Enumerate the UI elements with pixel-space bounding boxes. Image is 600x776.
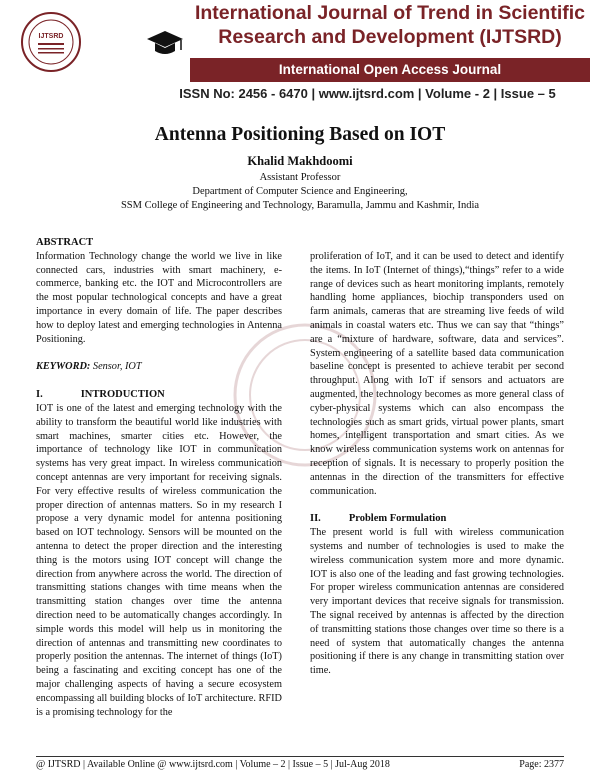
author-name: Khalid Makhdoomi <box>247 154 353 168</box>
right-column <box>310 250 564 678</box>
problem-heading <box>310 512 564 526</box>
journal-name-line-2: Research and Development (IJTSRD) <box>218 26 562 48</box>
logo-text: IJTSRD <box>38 33 64 40</box>
problem-title: Problem Formulation <box>348 513 447 525</box>
issn-line: ISSN No: 2456 - 6470 | www.ijtsrd.com | Volume - 2 | Issue – 5 <box>179 86 556 101</box>
abstract-text: Information Technology change the world we live in like connected cars, industries with smart machinery, e-commerce, banking etc. the IOT and Microcontrollers are the most popular technological concepts and have a great importance in every domain of life. The paper describes how to deploy latest and emerging technologies in Antenna Positioning. <box>36 250 282 345</box>
keyword-label: KEYWORD: <box>36 361 91 373</box>
left-column <box>36 236 282 719</box>
open-access-banner: International Open Access Journal <box>190 58 590 82</box>
ijtsrd-logo-icon <box>20 6 82 78</box>
graduation-cap-icon <box>145 28 185 58</box>
page-number: Page: 2377 <box>519 759 564 770</box>
keyword-value: Sensor, IOT <box>90 361 142 373</box>
author-institution: SSM College of Engineering and Technology, Baramulla, Jammu and Kashmir, India <box>120 200 480 211</box>
author-department: Department of Computer Science and Engineering, <box>192 186 408 197</box>
problem-text: The present world is full with wireless communication systems and number of technologies is used to make the wireless communication system more and more dynamic. IOT is also one of the leading and fast growing technologies. For proper wireless communication antennas are considered very important devices that receive signals for transmission. The signal received by antennas is affected by the direction of transmitting stations those changes over time so there is a need of system that automatically changes the antenna positioning if there is any change in transmitting station over time. <box>310 527 564 677</box>
journal-name-line-1: International Journal of Trend in Scientific <box>194 2 586 24</box>
page-footer <box>36 756 564 770</box>
paper-title: Antenna Positioning Based on IOT <box>154 124 446 145</box>
journal-header <box>0 0 600 100</box>
abstract-heading: ABSTRACT <box>36 237 94 248</box>
author-position: Assistant Professor <box>259 172 341 183</box>
iot-paragraph: proliferation of IoT, and it can be used to detect and identify the items. In IoT (Internet of things),“things” refer to a wide range of devices such as heart monitoring implants, remotely handling home appliances, biochip transponders used on farm animals, cameras that are streaming live feeds of wild animals in coastal waters etc. Thus we can say that “things” are a “mixture of hardware, software, data and services”. System engineering of a satellite based data communication baseline concept is presented to achieve terabit per second throughput. Along with IoT if sensors and actuators are augmented, the technology becomes as more general class of cyber-physical systems which can also encompass the technologies such as smart grids, virtual power plants, smart homes, intelligent transportation and smart cities. As we know wireless communication systems work on antennas for reception of signals. It is necessary to properly position the antennas in the direction of the transmitters for effective communication. <box>310 251 564 497</box>
footer-citation: @ IJTSRD | Available Online @ www.ijtsrd.com | Volume – 2 | Issue – 5 | Jul-Aug 2018 <box>36 759 390 770</box>
intro-title: INTRODUCTION <box>80 389 165 401</box>
problem-number: II. <box>310 513 321 525</box>
intro-number: I. <box>36 389 43 401</box>
introduction-text: IOT is one of the latest and emerging technology with the ability to transform the beautiful world like industries with smart machines, smarter cities etc. However, the importance of technology like IOT in communication systems has very great impact. In wireless communication concept antennas are very important for receiving signals. For very effective results of wireless communication the proper direction of antennas matters. So in my research I propose a very dynamic model for antenna positioning based on IOT technology. Sensors will be mounted on the antenna to detect the proper direction and the interesting thing is the motors using IOT concept will change the direction from anywhere across the world. The direction of transmitting stations changes with time means when the transmitting station changes over time the antenna direction need to be automatically changes accordingly. In simple words this model will help us in monitoring the direction of antennas and transmitting new coordinates to properly position the antennas. The internet of things (IoT) being a fascinating and exciting concept has one of the major challenging aspects of having a secure ecosystem encompassing all building blocks of IoT architecture. RFID is a promising technology for the <box>36 402 282 718</box>
keywords <box>36 360 282 374</box>
introduction-heading <box>36 388 282 402</box>
